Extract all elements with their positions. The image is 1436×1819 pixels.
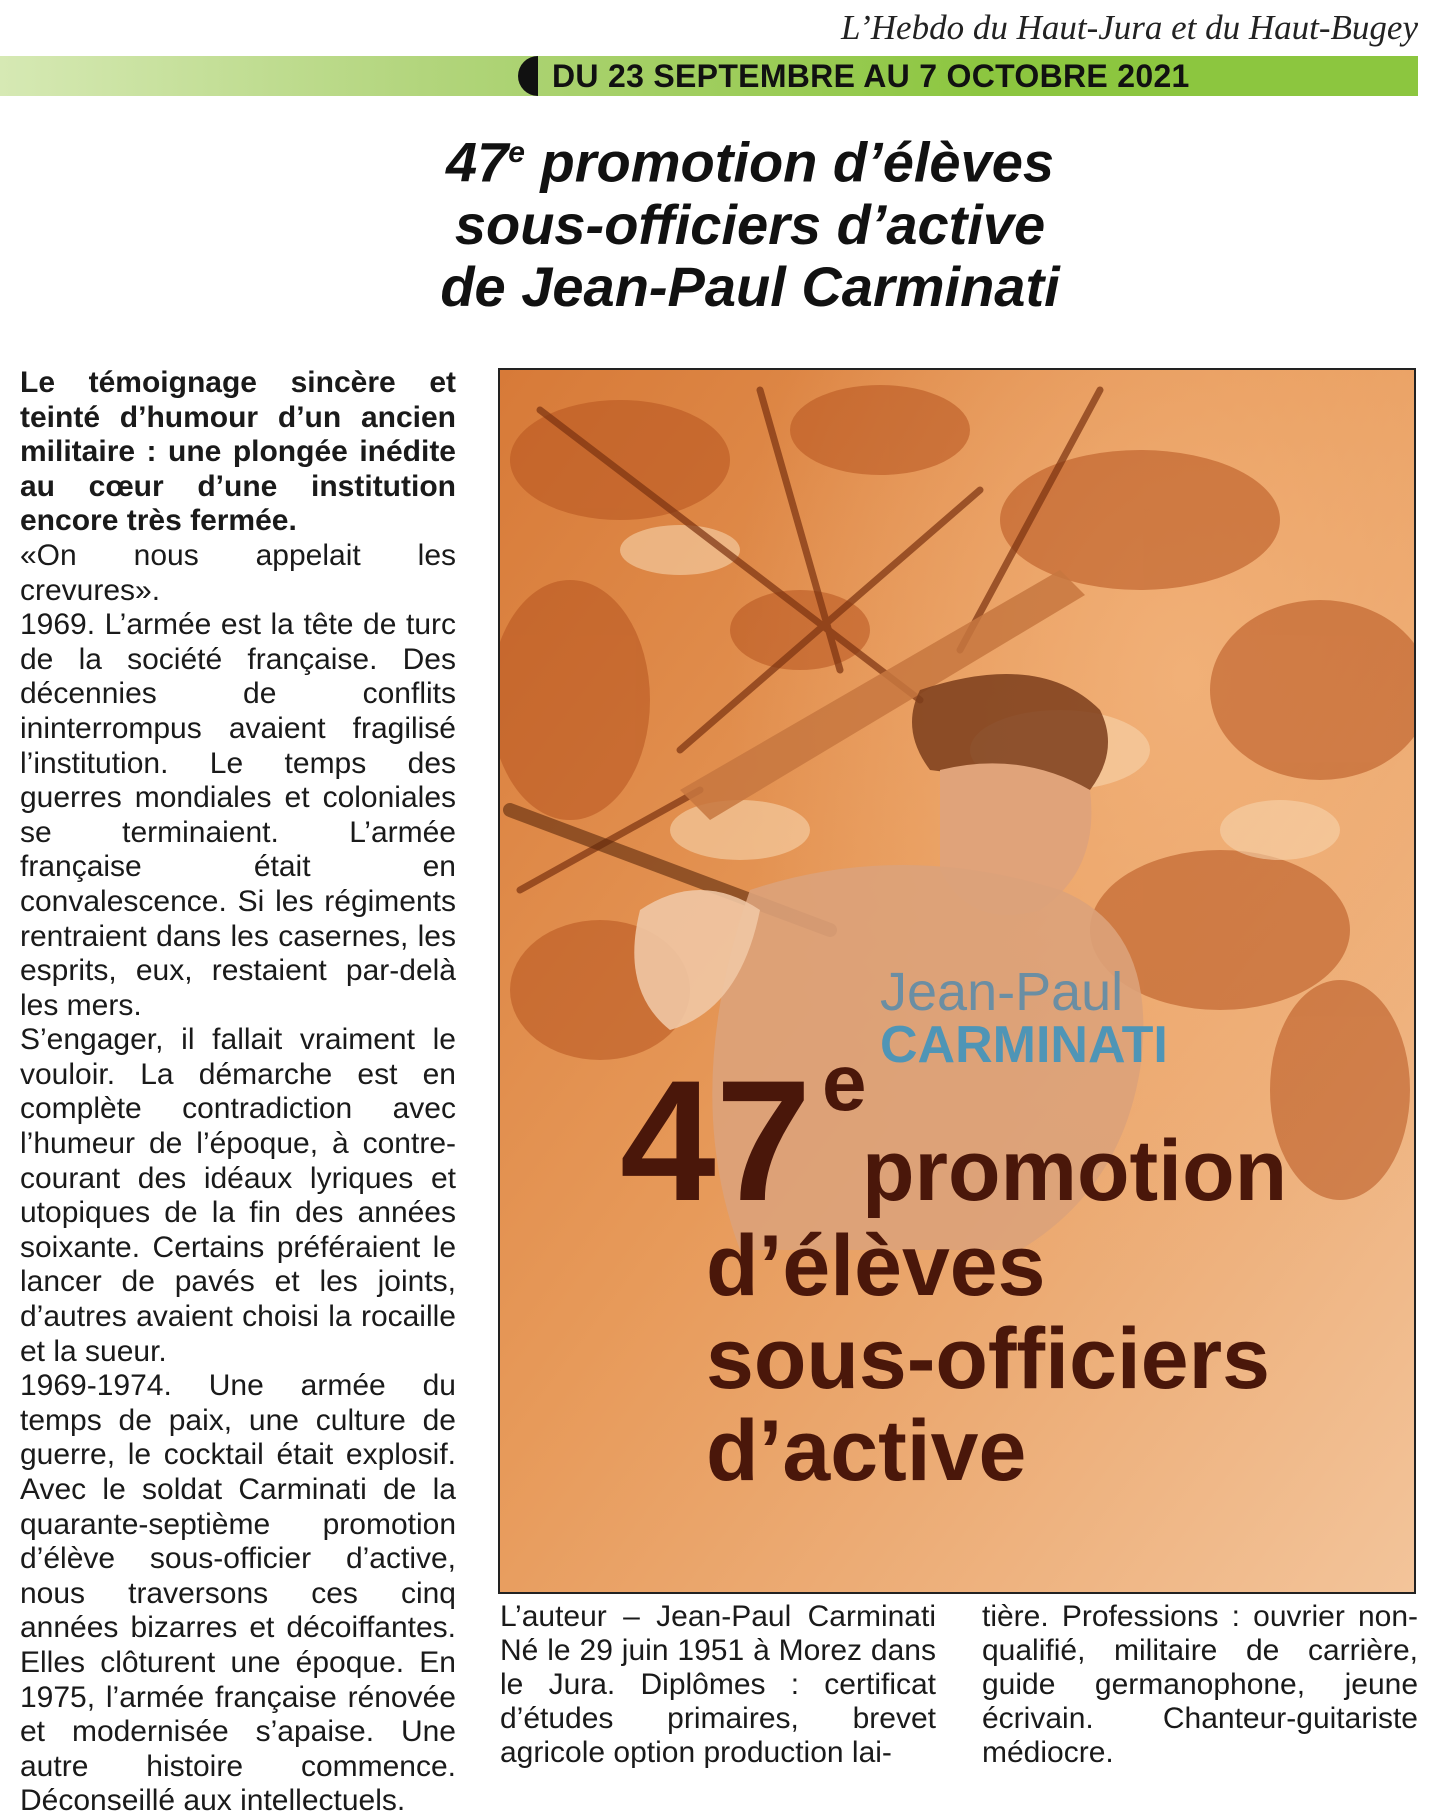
date-marker <box>518 56 538 96</box>
cover-title-line-1: promotion <box>862 1123 1288 1219</box>
publication-name: L’Hebdo du Haut-Jura et du Haut-Bugey <box>840 8 1418 47</box>
author-caption-right: tière. Professions : ouvrier non-qualifié, militaire de carrière, guide germanophone, jeune écrivain. Chanteur-guitariste médiocre. <box>982 1600 1418 1769</box>
cover-number: 47 <box>620 1045 812 1237</box>
cover-title-line-4: d’active <box>706 1403 1027 1499</box>
headline-line-2: sous-officiers d’active <box>454 192 1046 256</box>
body-paragraph-4: 1969-1974. Une armée du temps de paix, une culture de guerre, le cocktail était explosif. Avec le soldat Carminati de la quarante-septième promotion d’élève sous-officier d’active, nous traversons ces cinq années bizarres et décoiffantes. Elles clôturent une époque. En 1975, l’armée française rénovée et modernisée s’apaise. Une autre histoire commence. Déconseillé aux intellectuels. <box>20 1369 456 1818</box>
cover-superscript: e <box>822 1038 867 1127</box>
book-cover <box>498 368 1416 1594</box>
book-cover-image <box>500 370 1414 1592</box>
headline-line-3: de Jean-Paul Carminati <box>440 254 1060 318</box>
cover-title-line-3: sous-officiers <box>706 1311 1270 1407</box>
headline-line-1: 47e promotion d’élèves <box>446 130 1054 194</box>
date-range: DU 23 SEPTEMBRE AU 7 OCTOBRE 2021 <box>552 57 1190 94</box>
body-paragraph-2: 1969. L’armée est la tête de turc de la société française. Des décennies de conflits ininterrompus avaient fragilisé l’institution. Le temps des guerres mondiales et coloniales se terminaient. L’armée française était en convalescence. Si les régiments rentraient dans les casernes, les esprits, eux, restaient par-delà les mers. <box>20 608 456 1022</box>
article-headline <box>200 122 1300 318</box>
cover-author-last: CARMINATI <box>880 1016 1168 1074</box>
cover-title-line-2: d’élèves <box>706 1218 1046 1314</box>
body-paragraph-3: S’engager, il fallait vraiment le vouloir. La démarche est en complète contradiction avec l’humeur de l’époque, à contre-courant des idéaux lyriques et utopiques de la fin des années soixante. Certains préféraient le lancer de pavés et les joints, d’autres avaient choisi la rocaille et la sueur. <box>20 1023 456 1368</box>
body-paragraph-1: «On nous appelait les crevures». <box>20 538 456 607</box>
cover-author-first: Jean-Paul <box>880 962 1124 1022</box>
article-body <box>20 366 456 1819</box>
date-tag <box>518 56 1418 96</box>
date-banner <box>0 56 1418 96</box>
lead-paragraph: Le témoignage sincère et teinté d’humour d’un ancien militaire : une plongée inédite au cœur d’une institution encore très fermée. <box>20 366 456 538</box>
author-caption-left: L’auteur – Jean-Paul Carminati Né le 29 juin 1951 à Morez dans le Jura. Diplômes : certificat d’études primaires, brevet agricole option production lai- <box>500 1600 936 1769</box>
